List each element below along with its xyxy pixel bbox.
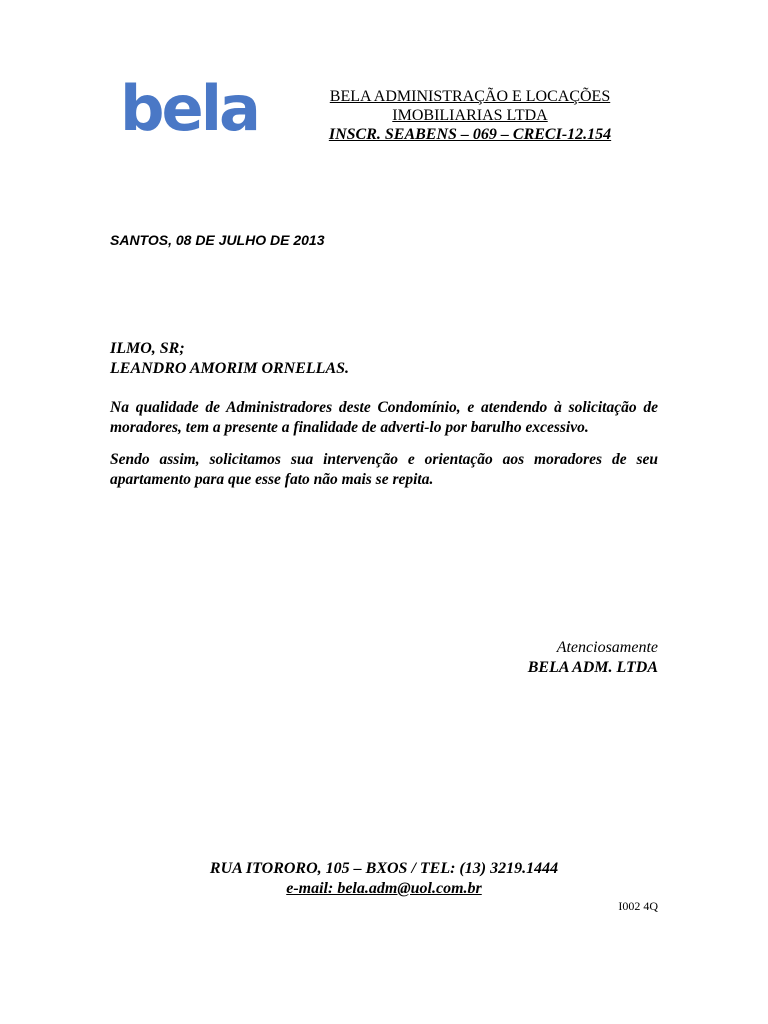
body-paragraph-1: Na qualidade de Administradores deste Condomínio, e atendendo à solicitação de moradores, tem a presente a finalidade de adverti-lo por barulho excessivo. <box>110 399 658 436</box>
company-name-line2: IMOBILIARIAS LTDA <box>392 107 548 124</box>
footer-email: e-mail: bela.adm@uol.com.br <box>286 880 482 897</box>
bela-logo <box>120 80 260 136</box>
body-paragraph-2: Sendo assim, solicitamos sua intervenção e orientação aos moradores de seu apartamento para que esse fato não mais se repita. <box>110 451 658 488</box>
company-name-line1: BELA ADMINISTRAÇÃO E LOCAÇÕES <box>329 88 611 105</box>
letterhead <box>300 87 640 144</box>
document-code: I002 4Q <box>618 899 658 913</box>
footer-address: RUA ITORORO, 105 – BXOS / TEL: (13) 3219.1444 <box>209 860 559 877</box>
letter-date: SANTOS, 08 DE JULHO DE 2013 <box>110 232 325 248</box>
registration-line: INSCR. SEABENS – 069 – CRECI-12.154 <box>328 126 612 143</box>
bela-logo-text: bela <box>120 80 258 136</box>
salutation: ILMO, SR; <box>110 340 185 357</box>
recipient-name: LEANDRO AMORIM ORNELLAS. <box>110 360 350 377</box>
recipient-block <box>110 339 349 379</box>
footer <box>110 859 658 899</box>
closing-block <box>528 638 658 678</box>
closing-greeting: Atenciosamente <box>556 639 658 656</box>
closing-company: BELA ADM. LTDA <box>527 659 658 676</box>
letter-body <box>110 398 658 502</box>
